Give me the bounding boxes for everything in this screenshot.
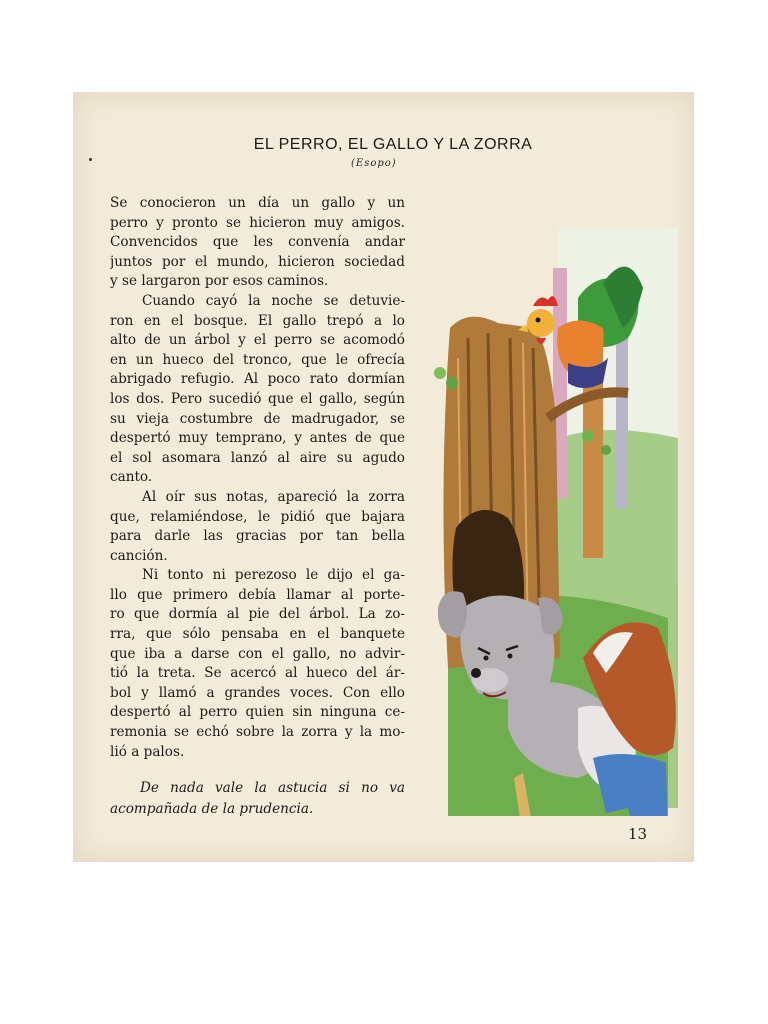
text-line: ron en el bosque. El gallo trepó a lo	[110, 312, 405, 329]
text-line: lió a palos.	[110, 743, 185, 760]
text-line: y se largaron por esos caminos.	[110, 273, 329, 290]
text-line: tió la treta. Se acercó al hueco del ár-	[110, 665, 405, 682]
story-illustration	[428, 188, 690, 816]
text-line: Ni tonto ni perezoso le dijo el ga-	[142, 567, 405, 584]
text-line: que iba a darse con el gallo, no advir-	[110, 645, 405, 662]
text-line: ro que dormía al pie del árbol. La zo-	[110, 606, 405, 623]
text-line: canto.	[110, 469, 153, 486]
text-line: juntos por el mundo, hicieron sociedad	[110, 253, 405, 270]
text-line: abrigado refugio. Al poco rato dormían	[110, 371, 405, 388]
book-page	[73, 92, 694, 862]
story-title: EL PERRO, EL GALLO Y LA ZORRA	[253, 136, 533, 153]
page-number: 13	[628, 825, 648, 843]
text-line: remonia se echó sobre la zorra y la mo-	[110, 724, 405, 741]
text-line: Al oír sus notas, apareció la zorra	[142, 488, 405, 505]
text-line: Convencidos que les convenía andar	[110, 234, 405, 251]
text-line: alto de un árbol y el perro se acomodó	[110, 332, 405, 349]
text-line: el sol asomara lanzó al aire su agudo	[110, 449, 405, 466]
text-line: para darle las gracias por tan bella	[110, 528, 405, 545]
text-line: rra, que sólo pensaba en el banquete	[110, 626, 405, 643]
text-line: su vieja costumbre de madrugador, se	[110, 410, 405, 427]
text-line: bol y llamó a grandes voces. Con ello	[110, 684, 405, 701]
text-line: Se conocieron un día un gallo y un	[110, 195, 405, 211]
text-line: canción.	[110, 547, 168, 564]
moral-line: De nada vale la astucia si no va	[140, 780, 405, 796]
page-speck	[89, 158, 92, 161]
text-line: despertó al perro quien sin ninguna ce-	[110, 704, 405, 721]
text-line: despertó muy temprano, y antes de que	[110, 430, 405, 447]
story-moral	[110, 778, 405, 820]
moral-line: acompañada de la prudencia.	[110, 801, 314, 817]
text-line: los dos. Pero sucedió que el gallo, según	[110, 390, 405, 407]
story-author: (Esopo)	[351, 158, 397, 169]
text-line: perro y pronto se hicieron muy amigos.	[110, 214, 405, 231]
story-text	[110, 194, 405, 762]
text-line: que, relamiéndose, le pidió que bajara	[110, 508, 405, 525]
text-line: llo que primero debía llamar al porte-	[110, 586, 405, 603]
text-line: en un hueco del tronco, que le ofrecía	[110, 351, 405, 368]
text-line: Cuando cayó la noche se detuvie-	[142, 292, 405, 309]
